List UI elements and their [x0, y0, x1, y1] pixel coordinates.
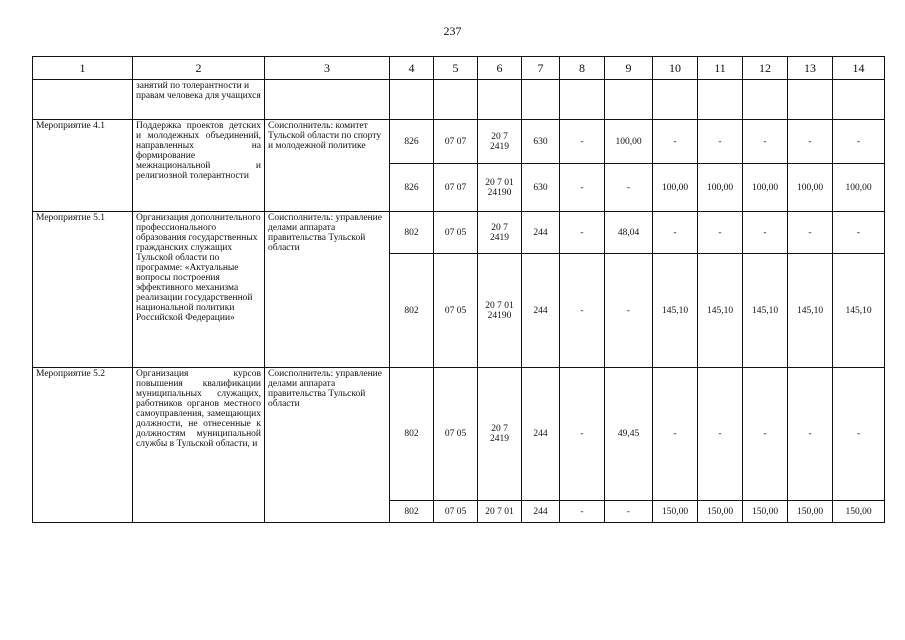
cell-c7: 244 [522, 501, 560, 523]
column-header: 1 [33, 57, 133, 80]
column-header: 2 [133, 57, 265, 80]
cell-c12: 150,00 [743, 501, 788, 523]
cell-c5: 07 05 [434, 212, 478, 254]
cell-c5: 07 05 [434, 501, 478, 523]
cell-c7: 630 [522, 120, 560, 164]
cell-c14: - [833, 368, 885, 501]
cell-c4: 802 [390, 368, 434, 501]
measure-executor: Соисполнитель: управление делами аппарата правительства Тульской области [265, 368, 390, 523]
cell-c7: 244 [522, 212, 560, 254]
cell-c13: 100,00 [788, 164, 833, 212]
cell-c6: 20 7 01 24190 [478, 164, 522, 212]
cell-c8: - [560, 212, 605, 254]
cell-c14: 100,00 [833, 164, 885, 212]
cell-c6: 20 7 2419 [478, 368, 522, 501]
cell-c10: - [653, 212, 698, 254]
measure-description: Поддержка проектов детских и молодежных объединений, направленных на формирование межнациональной и религиозной толерантности [133, 120, 265, 212]
table-row [33, 120, 885, 164]
column-header: 7 [522, 57, 560, 80]
column-header: 11 [698, 57, 743, 80]
column-header: 4 [390, 57, 434, 80]
cell-c7: 244 [522, 368, 560, 501]
cell-c11: 145,10 [698, 254, 743, 368]
cell-c14: 150,00 [833, 501, 885, 523]
cell-c10: 150,00 [653, 501, 698, 523]
cell-c12: 145,10 [743, 254, 788, 368]
cell-c8: - [560, 120, 605, 164]
measure-executor: Соисполнитель: управление делами аппарата правительства Тульской области [265, 212, 390, 368]
cell-c10: - [653, 120, 698, 164]
cell-c5: 07 05 [434, 254, 478, 368]
cell-c4: 802 [390, 501, 434, 523]
measure-description: Организация дополнительного профессионального образования государственных гражданских служащих Тульской области по программе: «Актуальные вопросы построения эффективного механизма реализации государственной национальной политики Российской Федерации» [133, 212, 265, 368]
cell-c8: - [560, 501, 605, 523]
cell-c11: - [698, 120, 743, 164]
cell-c13: - [788, 368, 833, 501]
cell-c8: - [560, 368, 605, 501]
cell-c12: - [743, 212, 788, 254]
cell-c7: 630 [522, 164, 560, 212]
cell-c11: 100,00 [698, 164, 743, 212]
cell-c13: - [788, 212, 833, 254]
column-header: 3 [265, 57, 390, 80]
measure-executor: Соисполнитель: комитет Тульской области по спорту и молодежной политике [265, 120, 390, 212]
cell-c6: 20 7 01 [478, 501, 522, 523]
cell-c6: 20 7 2419 [478, 120, 522, 164]
column-header: 9 [605, 57, 653, 80]
measure-name: Мероприятие 4.1 [33, 120, 133, 212]
cell-c11: - [698, 212, 743, 254]
cell-c14: - [833, 212, 885, 254]
cell-c11: - [698, 368, 743, 501]
cell-c4: 826 [390, 120, 434, 164]
cell-c9: 48,04 [605, 212, 653, 254]
page-number: 237 [443, 24, 462, 38]
cell-c5: 07 05 [434, 368, 478, 501]
column-header: 10 [653, 57, 698, 80]
measure-name: Мероприятие 5.2 [33, 368, 133, 523]
cell-c13: 150,00 [788, 501, 833, 523]
cell-c13: 145,10 [788, 254, 833, 368]
continuation-description: занятий по толерантности и правам человека для учащихся [133, 80, 265, 120]
column-header: 13 [788, 57, 833, 80]
column-header: 8 [560, 57, 605, 80]
cell-c6: 20 7 2419 [478, 212, 522, 254]
budget-table [32, 56, 885, 523]
cell-c14: 145,10 [833, 254, 885, 368]
cell-c12: - [743, 368, 788, 501]
cell-c9: - [605, 501, 653, 523]
cell-c4: 826 [390, 164, 434, 212]
cell-c4: 802 [390, 254, 434, 368]
cell-c9: - [605, 164, 653, 212]
cell-c6: 20 7 01 24190 [478, 254, 522, 368]
table-row [33, 212, 885, 254]
cell-c5: 07 07 [434, 120, 478, 164]
cell-c10: 100,00 [653, 164, 698, 212]
table-row [33, 368, 885, 501]
measure-description: Организация курсов повышения квалификации муниципальных служащих, работников органов местного самоуправления, замещающих должности, не отнесенные к должностям муниципальной службы в Тульской области, и [133, 368, 265, 523]
column-header: 12 [743, 57, 788, 80]
cell-c9: 49,45 [605, 368, 653, 501]
measure-name: Мероприятие 5.1 [33, 212, 133, 368]
cell-c10: 145,10 [653, 254, 698, 368]
cell-c8: - [560, 164, 605, 212]
cell-c12: - [743, 120, 788, 164]
cell-c5: 07 07 [434, 164, 478, 212]
cell-c13: - [788, 120, 833, 164]
table-header-row [33, 57, 885, 80]
column-header: 14 [833, 57, 885, 80]
cell-c8: - [560, 254, 605, 368]
cell-c10: - [653, 368, 698, 501]
cell-c12: 100,00 [743, 164, 788, 212]
cell-c9: - [605, 254, 653, 368]
cell-c14: - [833, 120, 885, 164]
column-header: 6 [478, 57, 522, 80]
cell-c7: 244 [522, 254, 560, 368]
cell-c11: 150,00 [698, 501, 743, 523]
table-row-continuation [33, 80, 885, 120]
cell-c4: 802 [390, 212, 434, 254]
cell-c9: 100,00 [605, 120, 653, 164]
column-header: 5 [434, 57, 478, 80]
